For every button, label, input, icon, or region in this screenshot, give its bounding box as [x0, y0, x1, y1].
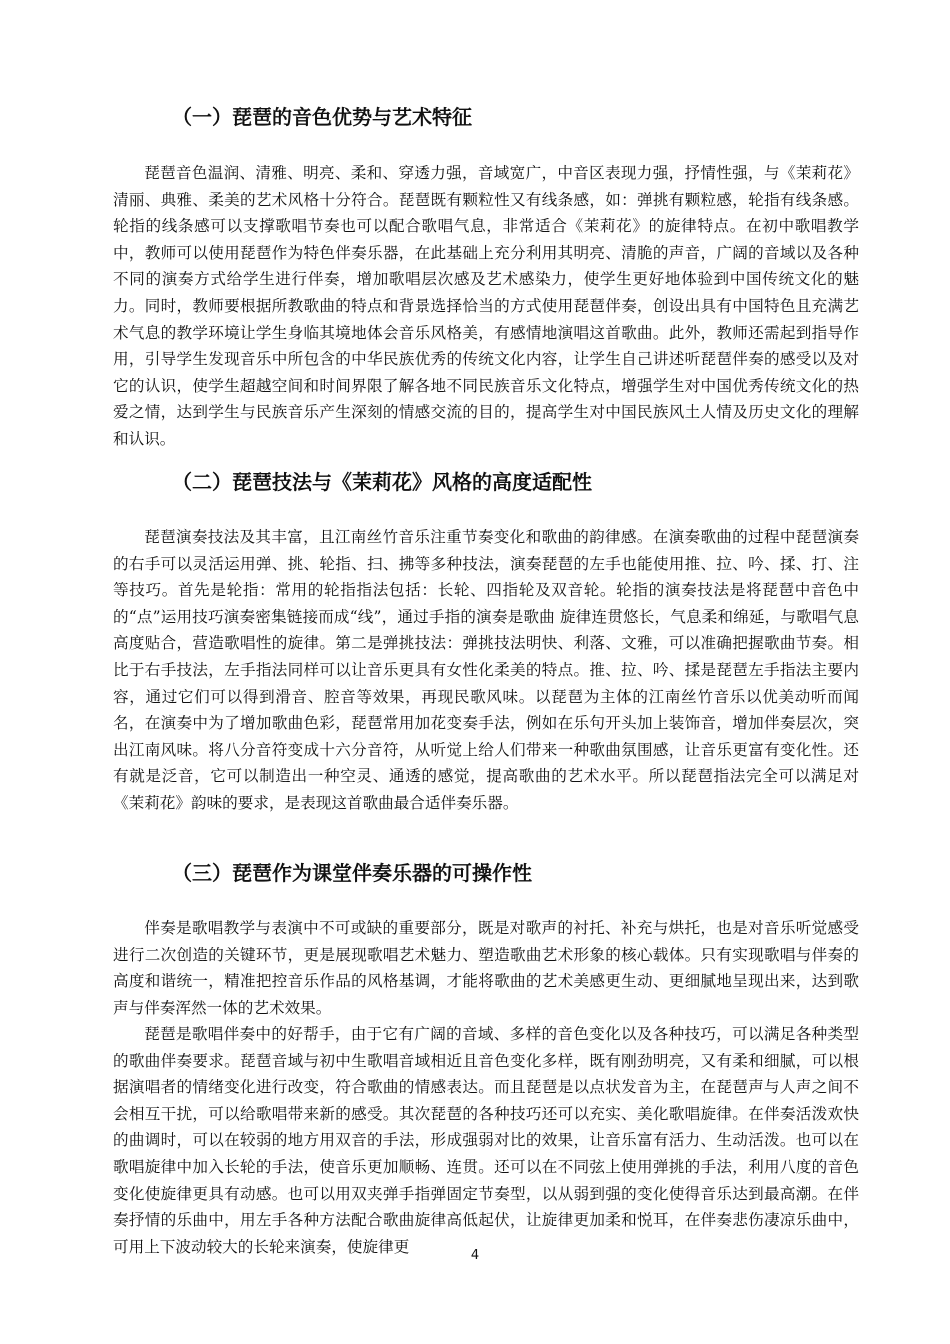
page-number: 4: [470, 1248, 480, 1263]
section-heading-2: （二）琵琶技法与《茉莉花》风格的高度适配性: [172, 470, 592, 494]
section-2-paragraph-1: 琵琶演奏技法及其丰富，且江南丝竹音乐注重节奏变化和歌曲的韵律感。在演奏歌曲的过程中琵琶演奏的右手可以灵活运用弹、挑、轮指、扫、拂等多种技法，演奏琵琶的左手也能使用推、拉、吟、揉、打、注等技巧。首先是轮指：常用的轮指指法包括：长轮、四指轮及双音轮。轮指的演奏技法是将琵琶中音色中的“点”运用技巧演奏密集链接而成“线”，通过手指的演奏是歌曲 旋律连贯悠长，气息柔和绵延，与歌唱气息高度贴合，营造歌唱性的旋律。第二是弹挑技法：弹挑技法明快、利落、文雅，可以准确把握歌曲节奏。相比于右手技法，左手指法同样可以让音乐更具有女性化柔美的特点。推、拉、吟、揉是琵琶左手指法主要内容，通过它们可以得到滑音、腔音等效果，再现民歌风味。以琵琶为主体的江南丝竹音乐以优美动听而闻名，在演奏中为了增加歌曲色彩，琵琶常用加花变奏手法，例如在乐句开头加上装饰音，增加伴奏层次，突出江南风味。将八分音符变成十六分音符，从听觉上给人们带来一种歌曲氛围感，让音乐更富有变化性。还有就是泛音，它可以制造出一种空灵、通透的感觉，提高歌曲的艺术水平。所以琵琶指法完全可以满足对《茉莉花》韵味的要求，是表现这首歌曲最合适伴奏乐器。: [113, 528, 859, 812]
section-1-paragraph-1: 琵琶音色温润、清雅、明亮、柔和、穿透力强，音域宽广，中音区表现力强，抒情性强，与《茉莉花》清丽、典雅、柔美的艺术风格十分符合。琵琶既有颗粒性又有线条感，如：弹挑有颗粒感，轮指有线条感。轮指的线条感可以支撑歌唱节奏也可以配合歌唱气息，非常适合《茉莉花》的旋律特点。在初中歌唱教学中，教师可以使用琵琶作为特色伴奏乐器，在此基础上充分利用其明亮、清脆的声音，广阔的音域以及各种不同的演奏方式给学生进行伴奏，增加歌唱层次感及艺术感染力，使学生更好地体验到中国传统文化的魅力。同时，教师要根据所教歌曲的特点和背景选择恰当的方式使用琵琶伴奏，创设出具有中国特色且充满艺术气息的教学环境让学生身临其境地体会音乐风格美，有感情地演唱这首歌曲。此外，教师还需起到指导作用，引导学生发现音乐中所包含的中华民族优秀的传统文化内容，让学生自己讲述听琵琶伴奏的感受以及对它的认识，使学生超越空间和时间界限了解各地不同民族音乐文化特点，增强学生对中国优秀传统文化的热爱之情，达到学生与民族音乐产生深刻的情感交流的目的，提高学生对中国民族风土人情及历史文化的理解和认识。: [113, 164, 859, 448]
section-3-paragraph-2: 琵琶是歌唱伴奏中的好帮手，由于它有广阔的音域、多样的音色变化以及各种技巧，可以满足各种类型的歌曲伴奏要求。琵琶音域与初中生歌唱音域相近且音色变化多样，既有刚劲明亮，又有柔和细腻，可以根据演唱者的情绪变化进行改变，符合歌曲的情感表达。而且琵琶是以点状发音为主，在琵琶声与人声之间不会相互干扰，可以给歌唱带来新的感受。其次琵琶的各种技巧还可以充实、美化歌唱旋律。在伴奏活泼欢快的曲调时，可以在较弱的地方用双音的手法，形成强弱对比的效果，让音乐富有活力、生动活泼。也可以在歌唱旋律中加入长轮的手法，使音乐更加顺畅、连贯。还可以在不同弦上使用弹挑的手法，利用八度的音色变化使旋律更具有动感。也可以用双夹弹手指弹固定节奏型，以从弱到强的变化使得音乐达到最高潮。在伴奏抒情的乐曲中，用左手各种方法配合歌曲旋律高低起伏，让旋律更加柔和悦耳，在伴奏悲伤凄凉乐曲中，可用上下波动较大的长轮来演奏，使旋律更: [113, 1025, 859, 1256]
section-heading-1: （一）琵琶的音色优势与艺术特征: [172, 105, 472, 129]
section-3-paragraph-1: 伴奏是歌唱教学与表演中不可或缺的重要部分，既是对歌声的衬托、补充与烘托，也是对音乐听觉感受进行二次创造的关键环节，更是展现歌唱艺术魅力、塑造歌曲艺术形象的核心载体。只有实现歌唱与伴奏的高度和谐统一，精准把控音乐作品的风格基调，才能将歌曲的艺术美感更生动、更细腻地呈现出来，达到歌声与伴奏浑然一体的艺术效果。: [113, 919, 859, 1017]
section-heading-3: （三）琵琶作为课堂伴奏乐器的可操作性: [172, 861, 532, 885]
